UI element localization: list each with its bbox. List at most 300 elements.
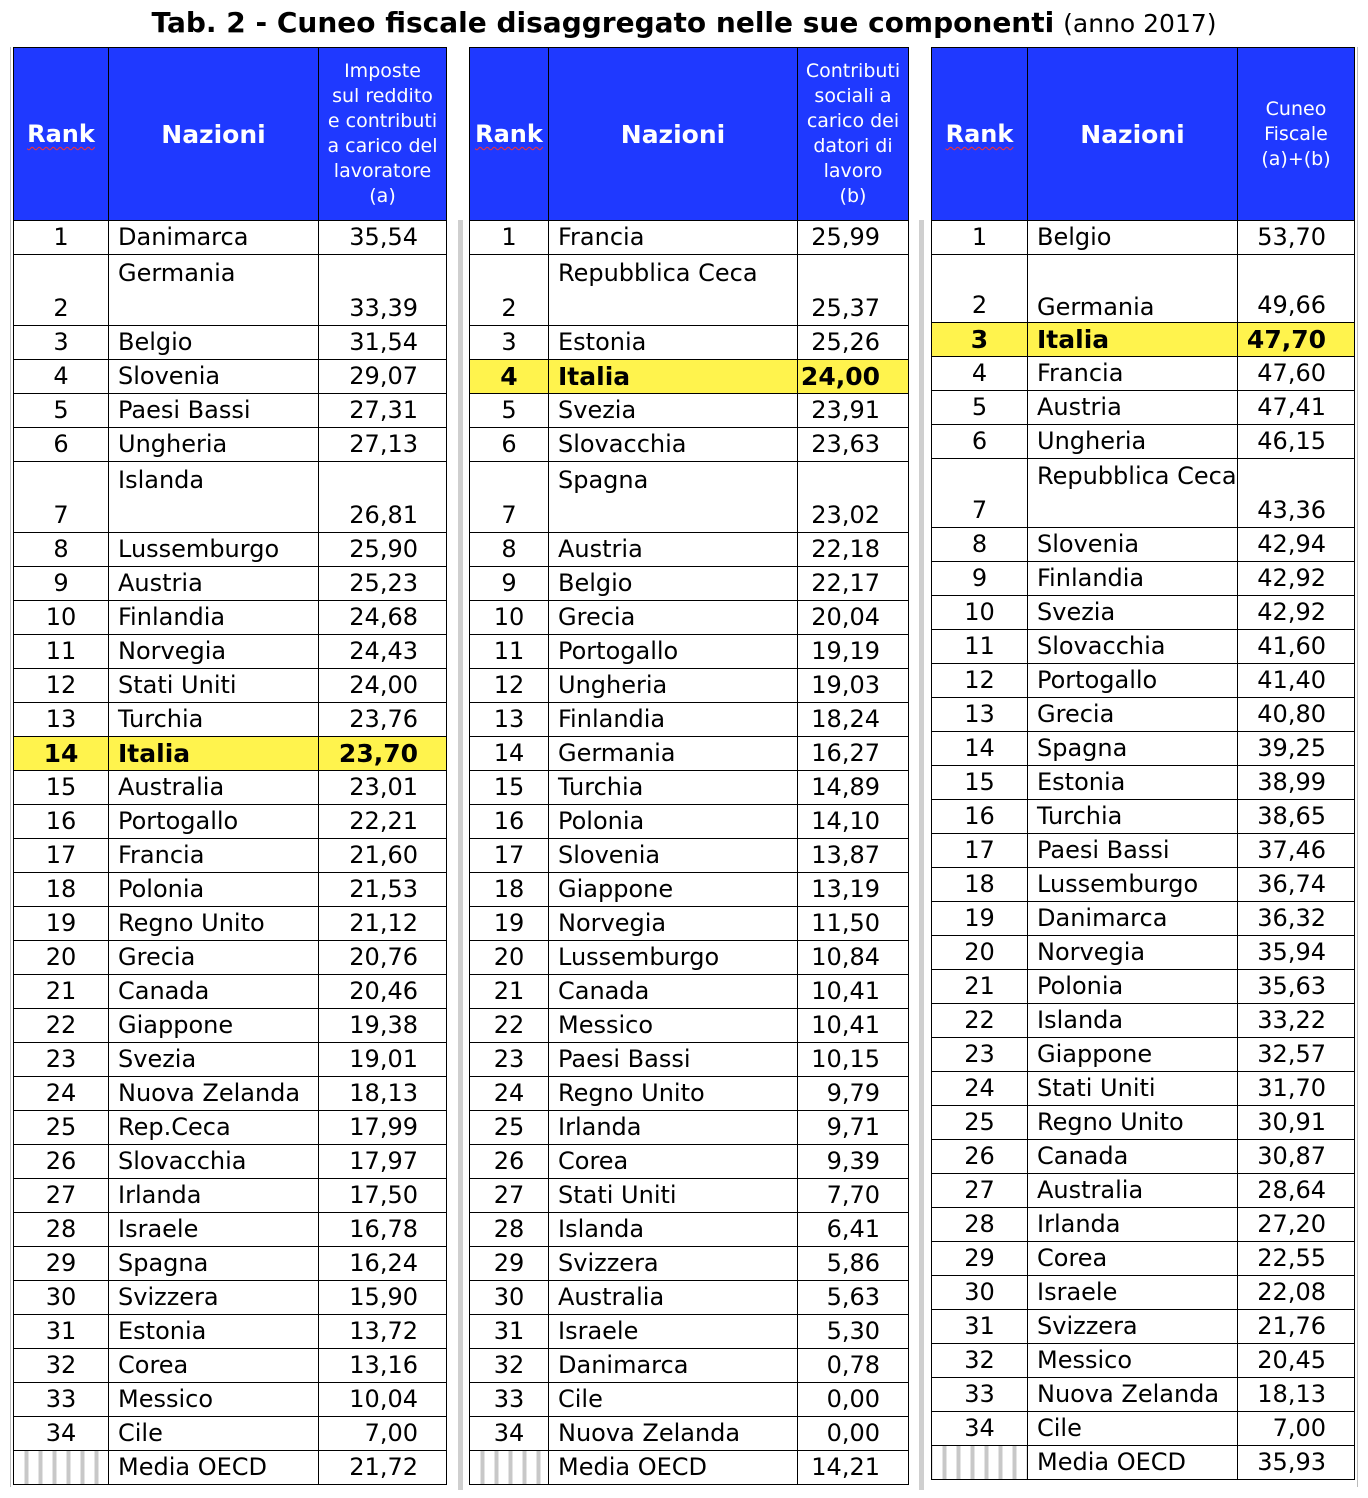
value-cell: 19,01 <box>319 1043 447 1077</box>
nation-cell: Australia <box>549 1281 798 1315</box>
value-cell: 42,92 <box>1238 596 1355 630</box>
table-row <box>470 255 909 326</box>
nation-cell: Irlanda <box>549 1111 798 1145</box>
table-row <box>932 459 1355 528</box>
value-cell: 19,19 <box>798 635 909 669</box>
value-cell: 31,54 <box>319 326 447 360</box>
header-value-line: sociali a <box>814 85 892 107</box>
value-cell: 38,99 <box>1238 766 1355 800</box>
rank-cell: 25 <box>470 1111 549 1145</box>
value-cell: 13,72 <box>319 1315 447 1349</box>
table-row <box>470 221 909 255</box>
rank-cell: 5 <box>14 394 109 428</box>
rank-cell: 34 <box>470 1417 549 1451</box>
table-row <box>932 323 1355 357</box>
rank-cell: 24 <box>470 1077 549 1111</box>
nation-cell: Grecia <box>549 601 798 635</box>
table-row <box>14 941 447 975</box>
table-row <box>932 766 1355 800</box>
table-row <box>14 601 447 635</box>
header-rank: Rank <box>932 48 1028 221</box>
value-cell: 37,46 <box>1238 834 1355 868</box>
rank-cell: 8 <box>470 533 549 567</box>
nation-cell: Austria <box>549 533 798 567</box>
title-sub: (anno 2017) <box>1063 9 1217 38</box>
rank-cell: 15 <box>14 771 109 805</box>
table-row <box>14 873 447 907</box>
rank-cell: 16 <box>932 800 1028 834</box>
nation-cell: Danimarca <box>1028 902 1238 936</box>
table-imposte-lavoratore <box>13 47 447 1485</box>
table-row <box>470 771 909 805</box>
nation-cell: Germania <box>1028 255 1238 323</box>
rank-cell: 27 <box>14 1179 109 1213</box>
nation-cell: Svezia <box>109 1043 319 1077</box>
value-cell: 6,41 <box>798 1213 909 1247</box>
value-cell: 7,00 <box>319 1417 447 1451</box>
table-row <box>14 221 447 255</box>
table-row <box>14 1145 447 1179</box>
value-cell: 22,17 <box>798 567 909 601</box>
table-row <box>470 1145 909 1179</box>
nation-cell: Repubblica Ceca <box>549 255 798 326</box>
table-row <box>470 805 909 839</box>
nation-cell: Repubblica Ceca <box>1028 459 1238 528</box>
value-cell: 13,19 <box>798 873 909 907</box>
nation-cell: Corea <box>1028 1242 1238 1276</box>
value-cell: 30,91 <box>1238 1106 1355 1140</box>
nation-cell: Slovenia <box>109 360 319 394</box>
table-row <box>932 1038 1355 1072</box>
value-cell: 5,86 <box>798 1247 909 1281</box>
nation-cell: Finlandia <box>1028 562 1238 596</box>
value-cell: 23,02 <box>798 462 909 533</box>
value-cell: 35,93 <box>1238 1446 1355 1480</box>
value-cell: 10,84 <box>798 941 909 975</box>
nation-cell: Austria <box>1028 391 1238 425</box>
rank-cell: 30 <box>470 1281 549 1315</box>
rank-cell: 6 <box>470 428 549 462</box>
rank-cell: 34 <box>14 1417 109 1451</box>
table-row <box>14 1213 447 1247</box>
nation-cell: Spagna <box>109 1247 319 1281</box>
value-cell: 0,00 <box>798 1417 909 1451</box>
rank-cell: 8 <box>14 533 109 567</box>
nation-cell: Regno Unito <box>109 907 319 941</box>
table-row <box>14 1315 447 1349</box>
nation-cell: Cile <box>549 1383 798 1417</box>
table-row <box>932 1004 1355 1038</box>
value-cell: 16,24 <box>319 1247 447 1281</box>
value-cell: 10,04 <box>319 1383 447 1417</box>
rank-cell: 30 <box>14 1281 109 1315</box>
table-row <box>470 1213 909 1247</box>
header-value <box>798 48 909 221</box>
nation-cell: Lussemburgo <box>549 941 798 975</box>
rank-cell: 4 <box>14 360 109 394</box>
table-row <box>932 596 1355 630</box>
rank-cell: 33 <box>14 1383 109 1417</box>
table-row <box>14 255 447 326</box>
value-cell: 17,99 <box>319 1111 447 1145</box>
nation-cell: Slovacchia <box>109 1145 319 1179</box>
value-cell: 15,90 <box>319 1281 447 1315</box>
rank-cell: 27 <box>470 1179 549 1213</box>
rank-cell: 20 <box>14 941 109 975</box>
table-row <box>932 1208 1355 1242</box>
rank-cell: 17 <box>470 839 549 873</box>
nation-cell: Paesi Bassi <box>549 1043 798 1077</box>
value-cell: 20,46 <box>319 975 447 1009</box>
table-row <box>932 1174 1355 1208</box>
value-cell: 20,76 <box>319 941 447 975</box>
nation-cell: Svizzera <box>549 1247 798 1281</box>
table-row <box>470 1417 909 1451</box>
nation-cell: Ungheria <box>549 669 798 703</box>
rank-cell: 7 <box>14 462 109 533</box>
nation-cell: Giappone <box>549 873 798 907</box>
rank-cell: 6 <box>932 425 1028 459</box>
rank-cell: 3 <box>470 326 549 360</box>
value-cell: 24,00 <box>319 669 447 703</box>
rank-cell: 2 <box>932 255 1028 323</box>
value-cell: 20,04 <box>798 601 909 635</box>
header-value-line: (a)+(b) <box>1261 147 1331 170</box>
value-cell: 21,12 <box>319 907 447 941</box>
rank-cell: 32 <box>932 1344 1028 1378</box>
table-row <box>14 1043 447 1077</box>
nation-cell: Norvegia <box>1028 936 1238 970</box>
nation-cell: Israele <box>1028 1276 1238 1310</box>
rank-cell: 25 <box>14 1111 109 1145</box>
nation-cell: Svezia <box>1028 596 1238 630</box>
value-cell: 18,13 <box>319 1077 447 1111</box>
table-cuneo-fiscale <box>931 47 1355 1480</box>
value-cell: 19,38 <box>319 1009 447 1043</box>
table-row <box>470 360 909 394</box>
rank-cell: 5 <box>470 394 549 428</box>
table-row <box>470 428 909 462</box>
rank-cell: 4 <box>470 360 549 394</box>
nation-cell: Portogallo <box>549 635 798 669</box>
value-cell: 40,80 <box>1238 698 1355 732</box>
table-row <box>932 425 1355 459</box>
value-cell: 29,07 <box>319 360 447 394</box>
rank-cell: 20 <box>932 936 1028 970</box>
average-row <box>470 1451 909 1485</box>
nation-cell: Messico <box>109 1383 319 1417</box>
rank-cell: 6 <box>14 428 109 462</box>
table-row <box>470 737 909 771</box>
value-cell: 23,91 <box>798 394 909 428</box>
nation-cell: Rep.Ceca <box>109 1111 319 1145</box>
column-separator <box>453 220 467 1490</box>
rank-cell: 17 <box>932 834 1028 868</box>
nation-cell: Finlandia <box>549 703 798 737</box>
rank-cell: 14 <box>470 737 549 771</box>
nation-cell: Media OECD <box>1028 1446 1238 1480</box>
rank-cell: 11 <box>470 635 549 669</box>
rank-cell: 3 <box>14 326 109 360</box>
table-row <box>14 1077 447 1111</box>
table-row <box>470 1009 909 1043</box>
table-row <box>932 936 1355 970</box>
rank-cell: 7 <box>932 459 1028 528</box>
nation-cell: Giappone <box>1028 1038 1238 1072</box>
value-cell: 0,00 <box>798 1383 909 1417</box>
table-row <box>14 533 447 567</box>
rank-cell: 7 <box>470 462 549 533</box>
nation-cell: Cile <box>1028 1412 1238 1446</box>
nation-cell: Estonia <box>1028 766 1238 800</box>
value-cell: 18,24 <box>798 703 909 737</box>
rank-cell: 15 <box>470 771 549 805</box>
nation-cell: Nuova Zelanda <box>549 1417 798 1451</box>
table-row <box>470 1281 909 1315</box>
nation-cell: Nuova Zelanda <box>1028 1378 1238 1412</box>
nation-cell: Australia <box>109 771 319 805</box>
table-row <box>470 703 909 737</box>
nation-cell: Polonia <box>1028 970 1238 1004</box>
nation-cell: Nuova Zelanda <box>109 1077 319 1111</box>
table-row <box>932 221 1355 255</box>
table-row <box>14 1179 447 1213</box>
rank-cell: 18 <box>14 873 109 907</box>
nation-cell: Regno Unito <box>549 1077 798 1111</box>
nation-cell: Estonia <box>549 326 798 360</box>
table-row <box>932 1072 1355 1106</box>
nation-cell: Regno Unito <box>1028 1106 1238 1140</box>
rank-cell: 13 <box>470 703 549 737</box>
table-row <box>14 394 447 428</box>
value-cell: 42,94 <box>1238 528 1355 562</box>
nation-cell: Portogallo <box>109 805 319 839</box>
value-cell: 0,78 <box>798 1349 909 1383</box>
rank-cell: 23 <box>14 1043 109 1077</box>
rank-cell: 16 <box>470 805 549 839</box>
nation-cell: Cile <box>109 1417 319 1451</box>
header-value-line: lavoro <box>823 160 883 182</box>
value-cell: 33,39 <box>319 255 447 326</box>
value-cell: 25,99 <box>798 221 909 255</box>
value-cell: 14,10 <box>798 805 909 839</box>
value-cell: 25,37 <box>798 255 909 326</box>
table-title <box>0 2 1368 44</box>
table-row <box>14 428 447 462</box>
value-cell: 21,53 <box>319 873 447 907</box>
table-row <box>932 1140 1355 1174</box>
table-row <box>14 567 447 601</box>
table-row <box>470 1383 909 1417</box>
nation-cell: Germania <box>109 255 319 326</box>
value-cell: 49,66 <box>1238 255 1355 323</box>
nation-cell: Israele <box>549 1315 798 1349</box>
nation-cell: Islanda <box>1028 1004 1238 1038</box>
table-row <box>932 800 1355 834</box>
table-row <box>14 326 447 360</box>
value-cell: 25,26 <box>798 326 909 360</box>
nation-cell: Messico <box>549 1009 798 1043</box>
nation-cell: Turchia <box>109 703 319 737</box>
rank-cell: 24 <box>14 1077 109 1111</box>
rank-cell: 22 <box>14 1009 109 1043</box>
rank-cell: 23 <box>932 1038 1028 1072</box>
rank-cell: 14 <box>932 732 1028 766</box>
value-cell: 46,15 <box>1238 425 1355 459</box>
value-cell: 30,87 <box>1238 1140 1355 1174</box>
rank-cell: 12 <box>14 669 109 703</box>
rank-cell: 2 <box>470 255 549 326</box>
table-row <box>470 533 909 567</box>
rank-cell: 25 <box>932 1106 1028 1140</box>
nation-cell: Ungheria <box>109 428 319 462</box>
table-row <box>932 255 1355 323</box>
header-value-line: Cuneo <box>1265 97 1327 120</box>
value-cell: 24,43 <box>319 635 447 669</box>
value-cell: 20,45 <box>1238 1344 1355 1378</box>
nation-cell: Austria <box>109 567 319 601</box>
header-value <box>319 48 447 221</box>
nation-cell: Svizzera <box>109 1281 319 1315</box>
nation-cell: Giappone <box>109 1009 319 1043</box>
rank-cell: 26 <box>14 1145 109 1179</box>
value-cell: 17,50 <box>319 1179 447 1213</box>
table-row <box>14 771 447 805</box>
value-cell: 9,79 <box>798 1077 909 1111</box>
table-row <box>932 391 1355 425</box>
nation-cell: Germania <box>549 737 798 771</box>
nation-cell: Danimarca <box>549 1349 798 1383</box>
value-cell: 5,63 <box>798 1281 909 1315</box>
header-nazioni: Nazioni <box>549 48 798 221</box>
rank-cell: 2 <box>14 255 109 326</box>
nation-cell: Turchia <box>549 771 798 805</box>
nation-cell: Norvegia <box>549 907 798 941</box>
rank-cell: 27 <box>932 1174 1028 1208</box>
table-row <box>14 737 447 771</box>
rank-cell: 31 <box>14 1315 109 1349</box>
rank-cell: 18 <box>932 868 1028 902</box>
rank-cell: 32 <box>470 1349 549 1383</box>
nation-cell: Israele <box>109 1213 319 1247</box>
header-value-line: (a) <box>369 185 396 207</box>
table-row <box>14 462 447 533</box>
nation-cell: Francia <box>549 221 798 255</box>
rank-cell: 14 <box>14 737 109 771</box>
rank-cell: 32 <box>14 1349 109 1383</box>
table-row <box>470 1315 909 1349</box>
rank-cell: 13 <box>14 703 109 737</box>
nation-cell: Canada <box>1028 1140 1238 1174</box>
nation-cell: Slovenia <box>1028 528 1238 562</box>
value-cell: 17,97 <box>319 1145 447 1179</box>
table-row <box>932 357 1355 391</box>
nation-cell: Stati Uniti <box>109 669 319 703</box>
table-row <box>932 630 1355 664</box>
table-row <box>470 635 909 669</box>
nation-cell: Media OECD <box>109 1451 319 1485</box>
rank-cell: 13 <box>932 698 1028 732</box>
nation-cell: Danimarca <box>109 221 319 255</box>
rank-cell: 17 <box>14 839 109 873</box>
value-cell: 7,70 <box>798 1179 909 1213</box>
nation-cell: Belgio <box>549 567 798 601</box>
rank-cell: 8 <box>932 528 1028 562</box>
table-row <box>470 1077 909 1111</box>
rank-cell: 34 <box>932 1412 1028 1446</box>
rank-cell: 12 <box>470 669 549 703</box>
rank-cell: 30 <box>932 1276 1028 1310</box>
nation-cell: Italia <box>549 360 798 394</box>
rank-cell: 31 <box>470 1315 549 1349</box>
value-cell: 23,01 <box>319 771 447 805</box>
rank-cell: 10 <box>932 596 1028 630</box>
nation-cell: Estonia <box>109 1315 319 1349</box>
table-row <box>932 1242 1355 1276</box>
rank-cell: 1 <box>932 221 1028 255</box>
table-row <box>14 1349 447 1383</box>
rank-cell: 4 <box>932 357 1028 391</box>
rank-cell: 19 <box>932 902 1028 936</box>
value-cell: 31,70 <box>1238 1072 1355 1106</box>
table-row <box>470 1179 909 1213</box>
rank-cell: 1 <box>14 221 109 255</box>
value-cell: 47,70 <box>1238 323 1355 357</box>
nation-cell: Australia <box>1028 1174 1238 1208</box>
rank-cell: 3 <box>932 323 1028 357</box>
rank-cell: 29 <box>932 1242 1028 1276</box>
nation-cell: Messico <box>1028 1344 1238 1378</box>
nation-cell: Italia <box>1028 323 1238 357</box>
value-cell: 14,89 <box>798 771 909 805</box>
table-row <box>932 1276 1355 1310</box>
value-cell: 13,16 <box>319 1349 447 1383</box>
table-row <box>14 1009 447 1043</box>
table-row <box>932 698 1355 732</box>
value-cell: 23,76 <box>319 703 447 737</box>
table-row <box>932 1412 1355 1446</box>
rank-cell: 18 <box>470 873 549 907</box>
value-cell: 22,21 <box>319 805 447 839</box>
table-row <box>14 907 447 941</box>
value-cell: 5,30 <box>798 1315 909 1349</box>
nation-cell: Belgio <box>109 326 319 360</box>
table-row <box>470 462 909 533</box>
rank-cell: 11 <box>932 630 1028 664</box>
nation-cell: Canada <box>109 975 319 1009</box>
value-cell: 7,00 <box>1238 1412 1355 1446</box>
value-cell: 24,68 <box>319 601 447 635</box>
rank-cell <box>932 1446 1028 1480</box>
rank-cell <box>470 1451 549 1485</box>
table-row <box>14 1111 447 1145</box>
value-cell: 27,13 <box>319 428 447 462</box>
nation-cell: Spagna <box>549 462 798 533</box>
header-rank: Rank <box>14 48 109 221</box>
value-cell: 16,78 <box>319 1213 447 1247</box>
header-nazioni: Nazioni <box>109 48 319 221</box>
nation-cell: Lussemburgo <box>109 533 319 567</box>
value-cell: 35,54 <box>319 221 447 255</box>
value-cell: 27,20 <box>1238 1208 1355 1242</box>
nation-cell: Turchia <box>1028 800 1238 834</box>
table-row <box>14 635 447 669</box>
nation-cell: Corea <box>109 1349 319 1383</box>
table-row <box>932 1310 1355 1344</box>
table-row <box>14 703 447 737</box>
table-row <box>14 1417 447 1451</box>
rank-cell: 12 <box>932 664 1028 698</box>
